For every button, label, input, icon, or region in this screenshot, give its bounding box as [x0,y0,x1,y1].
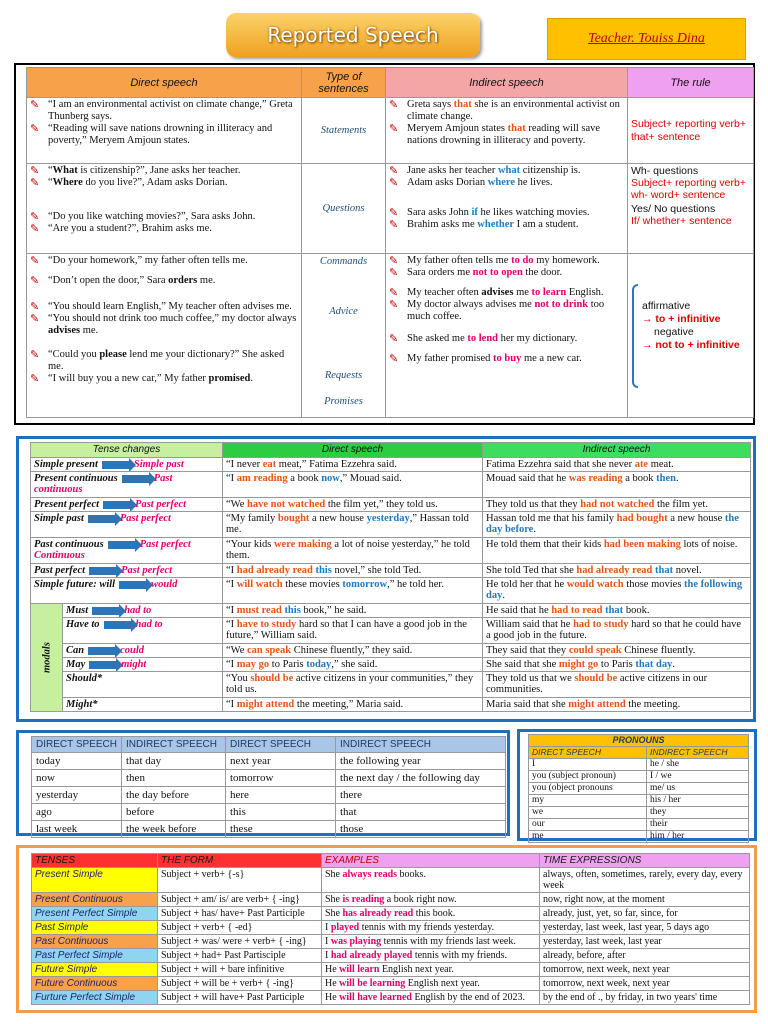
rule-statements: Subject+ reporting verb+ that+ sentence [628,98,754,164]
tense-row [31,538,751,564]
tense-form-row [32,907,750,921]
time-row: yesterday the day before here there [32,787,506,804]
arrow-right-icon [119,581,147,589]
tense-example: She always reads books. [322,868,540,893]
indirect-example: He said that he had to read that book. [483,604,751,618]
time-row: last week the week before these those [32,821,506,838]
tense-form-row [32,949,750,963]
type-statements: Statements [302,98,386,164]
tense-example: She is reading a book right now. [322,893,540,907]
sentence-types-box [14,63,755,425]
tense-change-cell: Present perfect Past perfect [31,498,223,512]
direct-example: “My family bought a new house yesterday,” Hassan told me. [223,512,483,538]
tense-row [31,604,751,618]
time-expressions-table [31,736,506,838]
sentence-types-table [26,67,754,418]
pen-icon: ✎ [389,99,399,111]
tense-row [31,658,751,672]
modals-label: modals [31,604,63,712]
tense-form: Subject + has/ have+ Past Participle [158,907,322,921]
tense-form: Subject + had+ Past Partisciple [158,949,322,963]
rule-questions: Wh- questions Subject+ reporting verb+ wh- word+ sentence Yes/ No questions If/ whether+ sentence [628,164,754,254]
indirect-example: Fatima Ezzehra said that she never ate meat. [483,458,751,472]
tense-row [31,472,751,498]
pen-icon: ✎ [30,177,40,189]
tense-example: She has already read this book. [322,907,540,921]
direct-example: “I have to study hard so that I can have a good job in the future,” William said. [223,618,483,644]
pen-icon: ✎ [389,299,399,311]
arrow-right-icon [104,621,132,629]
pen-icon: ✎ [389,287,399,299]
tense-name: Present Continuous [32,893,158,907]
type-questions: Questions [302,164,386,254]
tense-name: Past Simple [32,921,158,935]
tense-form: Subject + will be + verb+ { -ing} [158,977,322,991]
h3-2: INDIRECT SPEECH [122,737,226,753]
arrow-right-icon [102,461,130,469]
tense-change-cell: Have to had to [63,618,223,644]
time-expression: already, before, after [540,949,750,963]
tense-name: Present Perfect Simple [32,907,158,921]
pronoun-row: we they [529,807,749,819]
tenses-table [31,853,750,1005]
tense-example: He will have learned English by the end of 2023. [322,991,540,1005]
indirect-example: Maria said that she might attend the meeting. [483,698,751,712]
tense-form: Subject + was/ were + verb+ { -ing} [158,935,322,949]
pen-icon: ✎ [389,219,399,231]
title-banner [226,13,480,57]
imperatives-indirect: ✎ My father often tells me to do my homework. ✎ Sara orders me not to open the door. ✎ My teacher often advises me to learn English. ✎ My doctor always advises me not to drink too much coffee. ✎ She asked me to lend her my dictionary. ✎ My father promised to buy me a new car. [386,254,628,418]
tense-example: He will learn English next year. [322,963,540,977]
h4-1: DIRECT SPEECH [529,747,647,759]
time-expression: always, often, sometimes, rarely, every day, every week [540,868,750,893]
arrow-right-icon [108,541,136,549]
h3-3: DIRECT SPEECH [226,737,336,753]
tense-row [31,458,751,472]
tense-change-cell: Simple present Simple past [31,458,223,472]
direct-example: “I might attend the meeting,” Maria said. [223,698,483,712]
questions-direct: ✎ “What is citizenship?”, Jane asks her teacher. ✎ “Where do you live?”, Adam asks Dorian. ✎ “Do you like watching movies?”, Sara asks John. ✎ “Are you a student?”, Brahim asks me. [27,164,302,254]
direct-example: “Your kids were making a lot of noise yesterday,” he told them. [223,538,483,564]
arrow-right-icon [92,607,120,615]
pen-icon: ✎ [389,267,399,279]
direct-example: “I had already read this novel,” she told Ted. [223,564,483,578]
pen-icon: ✎ [30,313,40,325]
time-expression: yesterday, last week, last year, 5 days ago [540,921,750,935]
statements-indirect: ✎ Greta says that she is an environmental activist on climate change. ✎ Meryem Amjoun states that reading will save nations drowning in illiteracy and poverty. [386,98,628,164]
indirect-example: They told us that we should be active citizens in our communities. [483,672,751,698]
tense-form-row [32,991,750,1005]
tense-change-cell: Might* [63,698,223,712]
tense-name: Future Simple [32,963,158,977]
h5-4: TIME EXPRESSIONS [540,854,750,868]
tenses-box [16,845,757,1013]
indirect-example: She said that she might go to Paris that day. [483,658,751,672]
tense-name: Past Continuous [32,935,158,949]
h4-2: INDIRECT SPEECH [647,747,749,759]
tense-form-row [32,963,750,977]
pronoun-row: I he / she [529,759,749,771]
pen-icon: ✎ [389,165,399,177]
tense-changes-box [16,436,756,722]
tense-form-row [32,977,750,991]
tense-name: Future Continuous [32,977,158,991]
tense-changes-table [30,442,751,712]
tense-row [31,578,751,604]
teacher-name: Teacher. Touiss Dina [588,31,705,46]
time-expression: tomorrow, next week, next year [540,963,750,977]
time-expression: tomorrow, next week, next year [540,977,750,991]
teacher-label [547,18,746,60]
pronoun-row: my his / her [529,795,749,807]
type-imperatives [302,254,386,418]
pen-icon: ✎ [30,275,40,287]
pronoun-row: you (subject pronoun) I / we [529,771,749,783]
h3-1: DIRECT SPEECH [32,737,122,753]
header-tense: Tense changes [31,443,223,458]
arrow-right-icon [89,661,117,669]
pronouns-table [528,734,749,843]
tense-form-row [32,893,750,907]
pen-icon: ✎ [30,165,40,177]
indirect-example: She told Ted that she had already read that novel. [483,564,751,578]
tense-row [31,512,751,538]
pen-icon: ✎ [389,177,399,189]
tense-name: Past Perfect Simple [32,949,158,963]
rule-advice: affirmative → to + infinitive negative → not to + infinitive [628,254,754,418]
direct-example: “I may go to Paris today,” she said. [223,658,483,672]
time-expression: by the end of ., by friday, in two years' time [540,991,750,1005]
tense-row [31,618,751,644]
pen-icon: ✎ [30,349,40,361]
indirect-example: William said that he had to study hard so that he could have a good job in the future. [483,618,751,644]
tense-change-cell: Past perfect Past perfect [31,564,223,578]
h5-2: THE FORM [158,854,322,868]
time-expression: now, right now, at the moment [540,893,750,907]
header-direct: Direct speech [27,68,302,98]
time-row: now then tomorrow the next day / the following day [32,770,506,787]
direct-example: “We have not watched the film yet,” they told us. [223,498,483,512]
tense-row [31,564,751,578]
header-indirect: Indirect speech [386,68,628,98]
type-promises: Promises [324,396,363,407]
direct-example: “I will watch these movies tomorrow,” he told her. [223,578,483,604]
pen-icon: ✎ [389,123,399,135]
type-commands: Commands [319,256,368,267]
direct-example: “I am reading a book now,” Mouad said. [223,472,483,498]
time-expressions-box [16,730,510,836]
time-expression: already, just, yet, so far, since, for [540,907,750,921]
tense-row [31,698,751,712]
tense-name: Present Simple [32,868,158,893]
tense-form: Subject + am/ is/ are verb+ { -ing} [158,893,322,907]
indirect-example: Mouad said that he was reading a book then. [483,472,751,498]
indirect-example: They told us that they had not watched the film yet. [483,498,751,512]
indirect-example: He told her that he would watch those movies the following day. [483,578,751,604]
tense-row [31,498,751,512]
tense-change-cell: Past continuous Past perfect Continuous [31,538,223,564]
type-requests: Requests [324,370,363,381]
arrow-right-icon [122,475,150,483]
statements-direct: ✎ “I am an environmental activist on climate change,” Greta Thunberg says. ✎ “Reading will save nations drowning in illiteracy and poverty,” Meryem Amjoun states. [27,98,302,164]
pronouns-title: PRONOUNS [529,735,749,747]
questions-indirect: ✎ Jane asks her teacher what citizenship is. ✎ Adam asks Dorian where he lives. ✎ Sara asks John if he likes watching movies. ✎ Brahim asks me whether I am a student. [386,164,628,254]
pronouns-box [517,729,757,841]
tense-change-cell: Should* [63,672,223,698]
h5-3: EXAMPLES [322,854,540,868]
tense-change-cell: Simple past Past perfect [31,512,223,538]
tense-form: Subject + verb+ { -ed} [158,921,322,935]
indirect-example: He told them that their kids had been making lots of noise. [483,538,751,564]
pen-icon: ✎ [30,373,40,385]
pen-icon: ✎ [30,123,40,135]
tense-example: I was playing tennis with my friends last week. [322,935,540,949]
pen-icon: ✎ [389,333,399,345]
imperatives-direct: ✎ “Do your homework,” my father often tells me. ✎ “Don’t open the door,” Sara orders me. ✎ “You should learn English,” My teacher often advises me. ✎ “You should not drink too much coffee,” my doctor always advises me. ✎ “Could you please lend me your dictionary?” She asked me. ✎ “I will buy you a new car,” My father promised. [27,254,302,418]
tense-form-row [32,921,750,935]
tense-form: Subject + will have+ Past Participle [158,991,322,1005]
pronoun-row: me him / her [529,831,749,843]
pen-icon: ✎ [30,301,40,313]
tense-example: I played tennis with my friends yesterday. [322,921,540,935]
tense-example: He will be learning English next year. [322,977,540,991]
time-row: today that day next year the following year [32,753,506,770]
direct-example: “I never eat meat,” Fatima Ezzehra said. [223,458,483,472]
arrow-right-icon [88,647,116,655]
h3-4: INDIRECT SPEECH [336,737,506,753]
arrow-right-icon [88,515,116,523]
tense-change-cell: May might [63,658,223,672]
direct-example: “You should be active citizens in your communities,” they told us. [223,672,483,698]
brace-icon [632,284,638,388]
tense-row [31,644,751,658]
tense-change-cell: Must had to [63,604,223,618]
tense-example: I had already played tennis with my friends. [322,949,540,963]
pen-icon: ✎ [30,211,40,223]
pen-icon: ✎ [389,255,399,267]
tense-row [31,672,751,698]
h5-1: TENSES [32,854,158,868]
tense-form-row [32,868,750,893]
indirect-example: They said that they could speak Chinese fluently. [483,644,751,658]
tense-form: Subject + verb+ {-s} [158,868,322,893]
tense-change-cell: Simple future: will would [31,578,223,604]
tense-form-row [32,935,750,949]
arrow-right-icon [103,501,131,509]
pen-icon: ✎ [389,353,399,365]
direct-example: “We can speak Chinese fluently,” they said. [223,644,483,658]
pen-icon: ✎ [30,223,40,235]
tense-form: Subject + will + bare infinitive [158,963,322,977]
header-indirect-2: Indirect speech [483,443,751,458]
pronoun-row: you (object pronouns me/ us [529,783,749,795]
type-advice: Advice [329,306,358,317]
arrow-right-icon [89,567,117,575]
header-type: Type of sentences [302,68,386,98]
time-expression: yesterday, last week, last year [540,935,750,949]
pen-icon: ✎ [30,99,40,111]
indirect-example: Hassan told me that his family had bought a new house the day before. [483,512,751,538]
tense-change-cell: Can could [63,644,223,658]
tense-change-cell: Present continuous Past continuous [31,472,223,498]
direct-example: “I must read this book,” he said. [223,604,483,618]
header-rule: The rule [628,68,754,98]
page-title: Reported Speech [267,23,439,47]
pen-icon: ✎ [30,255,40,267]
header-direct-2: Direct speech [223,443,483,458]
pronoun-row: our their [529,819,749,831]
pen-icon: ✎ [389,207,399,219]
time-row: ago before this that [32,804,506,821]
tense-name: Furture Perfect Simple [32,991,158,1005]
